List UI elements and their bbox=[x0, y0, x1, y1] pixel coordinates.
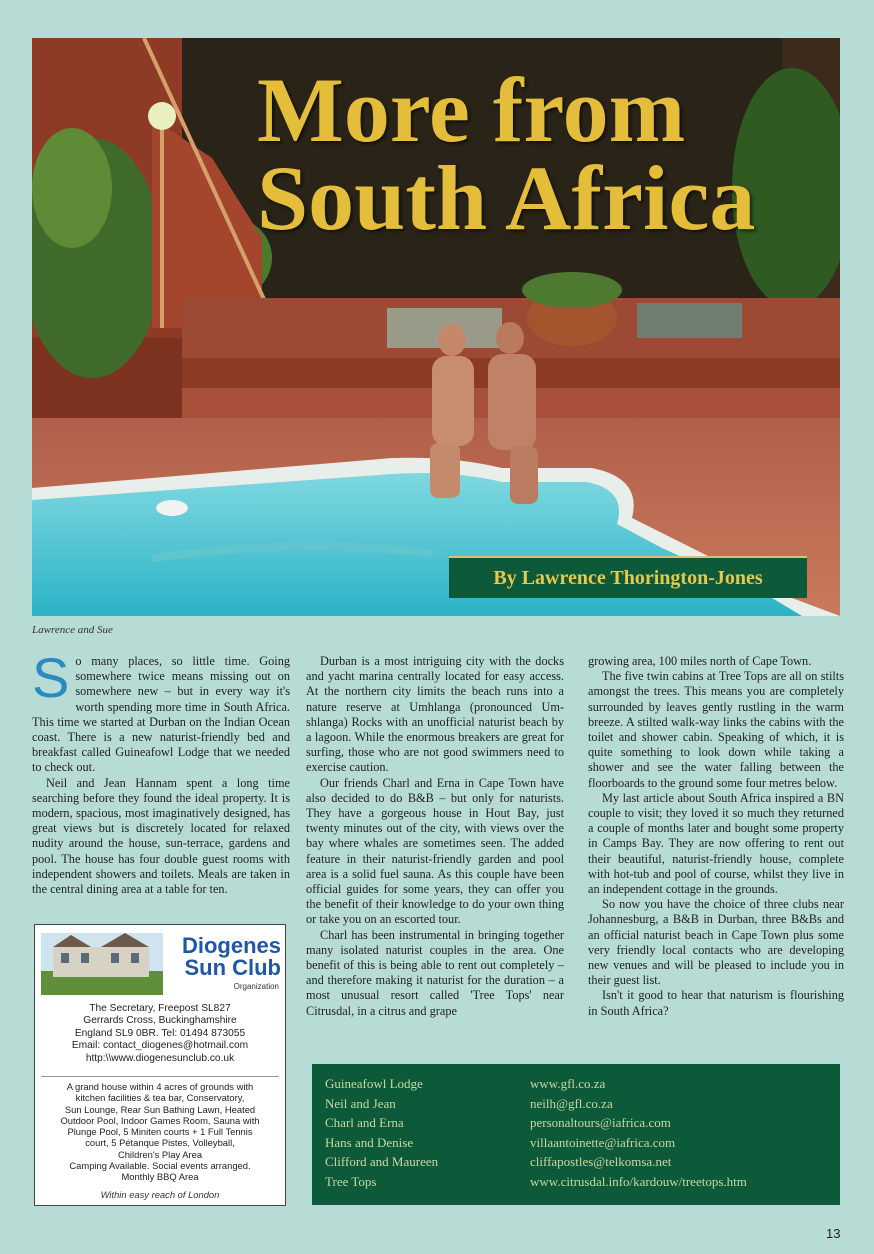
contact-links bbox=[530, 1074, 747, 1192]
description-line: court, 5 Pétanque Pistes, Volleyball, bbox=[85, 1137, 235, 1149]
description-line: Monthly BBQ Area bbox=[121, 1171, 199, 1183]
byline-banner: By Lawrence Thorington-Jones bbox=[449, 556, 807, 598]
paragraph bbox=[32, 646, 290, 776]
drop-cap: S bbox=[32, 646, 70, 709]
paragraph: So now you have the choice of three clubs near Johannesburg, a B&B in Durban, three B&Bs and an official naturist beach in Cape Town plus some very friendly local contacts who are developing new venues and will be pleased to include you in their guest list. bbox=[588, 897, 844, 988]
email-line: Email: contact_diogenes@hotmail.com bbox=[71, 1040, 249, 1052]
club-brand bbox=[163, 935, 281, 979]
contacts-box bbox=[312, 1064, 840, 1205]
description-line: Plunge Pool, 5 Miniten courts + 1 Full Tennis bbox=[67, 1126, 253, 1138]
description-line: Sun Lounge, Rear Sun Bathing Lawn, Heated bbox=[64, 1103, 256, 1115]
description-line: kitchen facilities & tea bar, Conservatory, bbox=[75, 1092, 245, 1104]
article-column-1 bbox=[32, 646, 290, 897]
article-title bbox=[257, 59, 837, 249]
club-address bbox=[39, 1003, 281, 1065]
paragraph: Isn't it good to hear that naturism is flourishing in South Africa? bbox=[588, 988, 844, 1018]
contact-link: www.citrusdal.info/kardouw/treetops.htm bbox=[530, 1173, 747, 1189]
contact-name: Neil and Jean bbox=[325, 1095, 396, 1111]
diogenes-advert bbox=[34, 924, 286, 1206]
paragraph: Durban is a most intriguing city with the docks and yacht marina centrally located for easy access. At the northern city limits the beach runs into a nature reserve at Umhlanga (pronounced Um-shlanga) Rocks with an unofficial naturist beach by a lagoon. While the enormous breakers are great for surfing, those who are not good swimmers need to exercise caution. bbox=[306, 654, 564, 775]
paragraph: Our friends Charl and Erna in Cape Town have also decided to do B&B – but only for naturists. They have a gorgeous house in Hout Bay, just twenty minutes out of the city, with views over the bay where whales are sometimes seen. The added feature in their naturist-friendly garden and pool area is a solid fuel sauna. As this couple have been official guides for some years, they can offer you the benefit of their knowledge to do your own thing or take you on an escorted tour. bbox=[306, 775, 564, 927]
paragraph: Neil and Jean Hannam spent a long time searching before they found the ideal property. It is modern, spacious, most imaginatively designed, has great views but is discretely located for relaxed nudity around the house, sun-terrace, gardens and pool. The house has four double guest rooms with independent showers and toilets. Meals are taken in the central dining area at a table for ten. bbox=[32, 775, 290, 897]
description-line: Camping Available. Social events arranged. bbox=[69, 1160, 251, 1172]
article-column-3 bbox=[588, 654, 844, 1019]
brand-line-1: Diogenes bbox=[181, 933, 281, 958]
club-description bbox=[39, 1081, 281, 1183]
hero-photo bbox=[32, 38, 840, 616]
paragraph: My last article about South Africa inspired a BN couple to visit; they loved it so much they returned a couple of months later and bought some property in Camps Bay. They are now offering to rent out their beautiful, naturist-friendly house, complete with hot-tub and pool of course, whilst they live in an independent cottage in the grounds. bbox=[588, 790, 844, 897]
address-line: England SL9 0BR. Tel: 01494 873055 bbox=[74, 1027, 246, 1039]
contact-name: Guineafowl Lodge bbox=[325, 1076, 423, 1091]
paragraph: Charl has been instrumental in bringing together many isolated naturist couples in the area. One benefit of this is being able to rent out completely – and therefore making it naturist for the duration – a most unusual resort called 'Tree Tops' near Citrusdal, in a citrus and grape bbox=[306, 927, 564, 1018]
contact-name: Clifford and Maureen bbox=[325, 1154, 439, 1170]
contact-name: Tree Tops bbox=[325, 1173, 377, 1189]
description-line: Children's Play Area bbox=[117, 1148, 203, 1160]
contact-name: Charl and Erna bbox=[325, 1115, 404, 1131]
paragraph-text: o many places, so little time. Going somewhere twice means missing out on somewhere new – but in every way it's worth spending more time in South Africa. This time we started at Durban on the Indian Ocean coast. There is a new naturist-friendly bed and breakfast called Guineafowl Lodge that we needed to check out. bbox=[32, 654, 290, 775]
title-line-1: More from bbox=[257, 59, 686, 161]
brand-line-2: Sun Club bbox=[184, 955, 281, 980]
contact-name: Hans and Denise bbox=[325, 1134, 414, 1150]
description-line: A grand house within 4 acres of grounds with bbox=[66, 1081, 254, 1092]
contact-names bbox=[325, 1074, 438, 1192]
advert-footer: Within easy reach of London bbox=[100, 1189, 220, 1200]
contact-link: cliffapostles@telkomsa.net bbox=[530, 1154, 672, 1170]
title-line-2: South Africa bbox=[257, 147, 756, 249]
club-house-photo bbox=[41, 933, 163, 995]
website-line: http:\\www.diogenesunclub.co.uk bbox=[85, 1052, 235, 1064]
address-line: The Secretary, Freepost SL827 bbox=[89, 1003, 231, 1014]
page-number: 13 bbox=[826, 1226, 841, 1241]
description-line: Outdoor Pool, Indoor Games Room, Sauna with bbox=[60, 1114, 260, 1126]
paragraph: The five twin cabins at Tree Tops are all on stilts amongst the trees. This means you are completely surrounded by leaves gently rustling in the warm breeze. A stilted walk-way links the cabins with the toilet and shower cabin. Speaking of which, it is quite something to look down while taking a shower and see the water falling between the floorboards to the ground some four metres below. bbox=[588, 669, 844, 790]
photo-caption: Lawrence and Sue bbox=[32, 624, 113, 636]
contact-link: www.gfl.co.za bbox=[530, 1076, 606, 1091]
article-column-2 bbox=[306, 654, 564, 1019]
contact-link: personaltours@iafrica.com bbox=[530, 1115, 671, 1131]
contact-link: neilh@gfl.co.za bbox=[530, 1095, 613, 1111]
address-line: Gerrards Cross, Buckinghamshire bbox=[83, 1015, 237, 1027]
contact-link: villaantoinette@iafrica.com bbox=[530, 1134, 676, 1150]
paragraph: growing area, 100 miles north of Cape Town. bbox=[588, 654, 812, 668]
brand-subtitle: Organization bbox=[233, 982, 279, 991]
divider bbox=[41, 1076, 279, 1077]
